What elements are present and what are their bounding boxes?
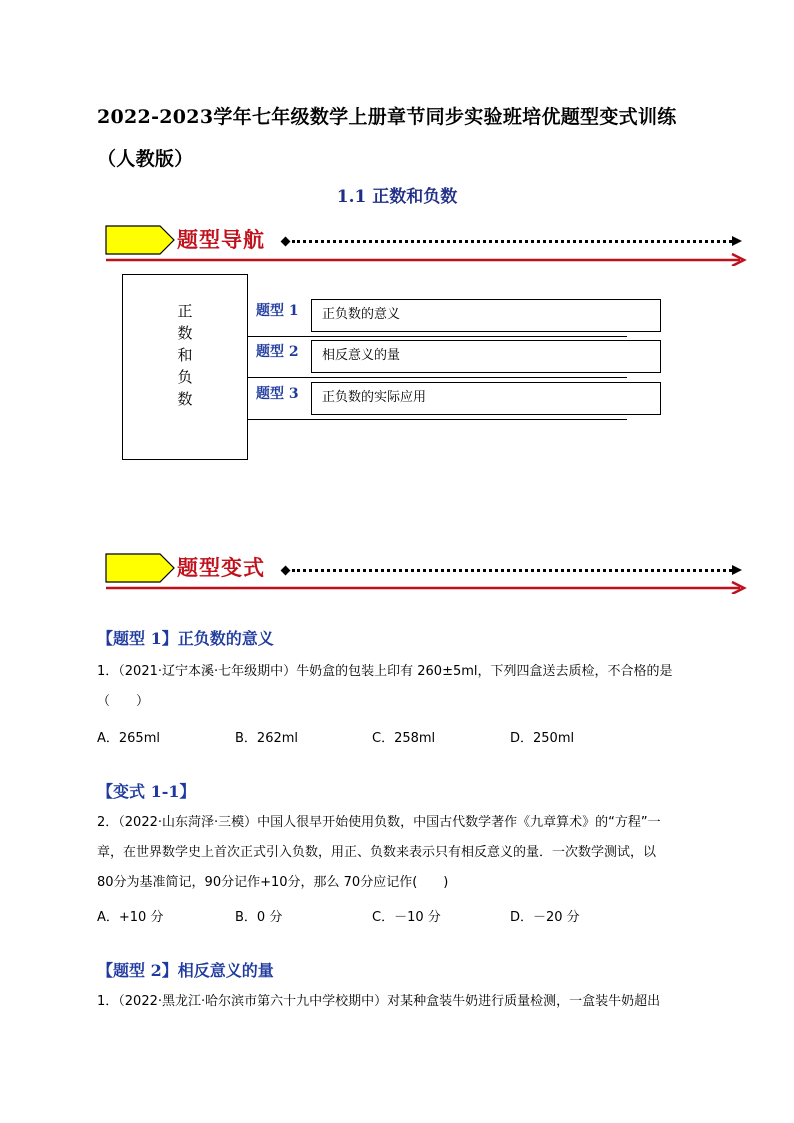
question-line: 章，在世界数学史上首次正式引入负数，用正、负数来表示只有相反意义的量．一次数学测试，以 <box>97 845 657 860</box>
option-c[interactable]: C．－10 分 <box>372 910 441 925</box>
banner-variants-title: 题型变式 <box>177 555 265 580</box>
arrowhead-icon <box>732 564 744 576</box>
nav-label-1: 题型 1 <box>256 303 299 319</box>
nav-divider <box>247 336 627 337</box>
question-line: 2．（2022·山东菏泽·三模）中国人很早开始使用负数，中国古代数学著作《九章算术》的“方程”一 <box>97 815 661 830</box>
option-c[interactable]: C．258ml <box>372 731 436 746</box>
question-text <box>97 987 717 1017</box>
option-b[interactable]: B．0 分 <box>235 910 283 925</box>
option-b[interactable]: B．262ml <box>235 731 299 746</box>
document-title: 2022-2023学年七年级数学上册章节同步实验班培优题型变式训练（人教版） <box>97 106 677 170</box>
option-a[interactable]: A．265ml <box>97 731 160 746</box>
nav-label-3: 题型 3 <box>256 386 299 402</box>
nav-label-2: 题型 2 <box>256 344 299 360</box>
topic1-heading: 【题型 1】正负数的意义 <box>97 629 274 648</box>
chapter-char: 数 <box>177 390 193 408</box>
nav-item-3[interactable]: 正负数的实际应用 <box>311 382 661 415</box>
red-arrow-line <box>104 580 750 594</box>
topic2-heading: 【题型 2】相反意义的量 <box>97 961 274 980</box>
option-a[interactable]: A．+10 分 <box>97 910 164 925</box>
nav-item-2[interactable]: 相反意义的量 <box>311 340 661 373</box>
arrowhead-icon <box>732 235 744 247</box>
chapter-box-text <box>122 300 248 410</box>
red-arrow-line <box>104 252 750 266</box>
nav-divider <box>247 419 627 420</box>
banner-nav-title: 题型导航 <box>177 227 265 252</box>
question-text <box>97 657 717 717</box>
chapter-char: 正 <box>177 302 193 320</box>
question-line: （ ） <box>97 694 150 709</box>
question-line: 1．（2021·辽宁本溪·七年级期中）牛奶盒的包装上印有 260±5ml，下列四盒送去质检，不合格的是 <box>97 664 673 679</box>
question-text <box>97 808 717 898</box>
section-title: 1.1 正数和负数 <box>336 187 458 207</box>
diamond-icon <box>281 566 291 576</box>
diamond-icon <box>281 237 291 247</box>
chapter-char: 和 <box>177 346 193 364</box>
nav-item-1[interactable]: 正负数的意义 <box>311 299 661 332</box>
chapter-char: 负 <box>177 368 193 386</box>
dotted-line <box>292 240 732 243</box>
question-line: 80分为基准简记，90分记作+10分，那么 70分应记作( ) <box>97 875 449 890</box>
chapter-char: 数 <box>177 324 193 342</box>
variant1-heading: 【变式 1-1】 <box>97 782 196 801</box>
option-d[interactable]: D．－20 分 <box>510 910 580 925</box>
question-line: 1．（2022·黑龙江·哈尔滨市第六十九中学校期中）对某种盒装牛奶进行质量检测，一盒装牛奶超出 <box>97 994 661 1009</box>
dotted-line <box>292 569 732 572</box>
option-d[interactable]: D．250ml <box>510 731 575 746</box>
nav-divider <box>247 377 627 378</box>
